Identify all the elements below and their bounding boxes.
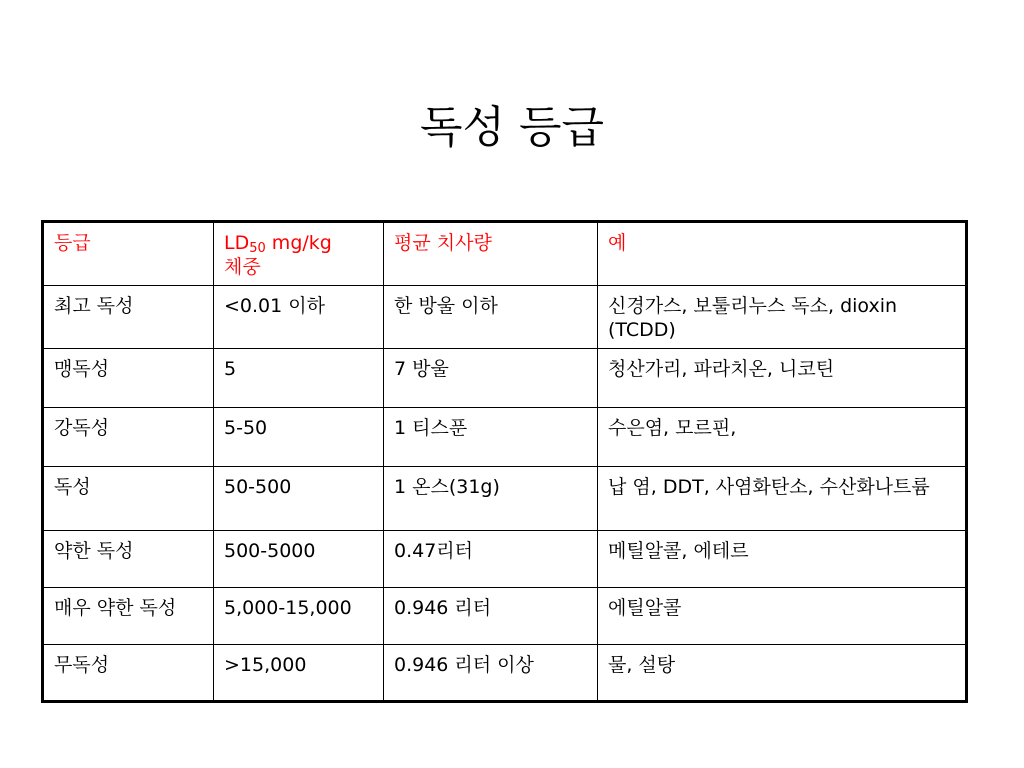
header-example: 예 [598,222,967,286]
cell-example: 수은염, 모르핀, [598,408,967,467]
cell-example: 납 염, DDT, 사염화탄소, 수산화나트륨 [598,467,967,531]
cell-grade: 매우 약한 독성 [43,588,214,645]
cell-grade: 맹독성 [43,349,214,408]
cell-grade: 약한 독성 [43,531,214,588]
cell-grade: 독성 [43,467,214,531]
cell-grade: 최고 독성 [43,286,214,349]
cell-ld50: 50-500 [214,467,384,531]
toxicity-table [41,220,968,703]
header-grade: 등급 [43,222,214,286]
cell-avg-lethal: 0.946 리터 [384,588,598,645]
cell-avg-lethal: 0.946 리터 이상 [384,645,598,702]
table-row [43,286,967,349]
table-row [43,408,967,467]
cell-example: 청산가리, 파라치온, 니코틴 [598,349,967,408]
table-header-row [43,222,967,286]
cell-example: 신경가스, 보툴리누스 독소, dioxin (TCDD) [598,286,967,349]
cell-grade: 강독성 [43,408,214,467]
cell-ld50: 500-5000 [214,531,384,588]
cell-example: 에틸알콜 [598,588,967,645]
cell-avg-lethal: 0.47리터 [384,531,598,588]
cell-grade: 무독성 [43,645,214,702]
header-ld50-subscript: 50 [249,241,266,256]
cell-ld50: 5 [214,349,384,408]
header-ld50 [214,222,384,286]
cell-avg-lethal: 1 온스(31g) [384,467,598,531]
slide-title: 독성 등급 [419,102,604,153]
table-row [43,467,967,531]
cell-ld50: <0.01 이하 [214,286,384,349]
cell-example: 메틸알콜, 에테르 [598,531,967,588]
table-row [43,588,967,645]
header-ld50-suffix: mg/kg 체중 [224,232,332,278]
table-row [43,645,967,702]
header-ld50-prefix: LD [224,232,250,254]
cell-example: 물, 설탕 [598,645,967,702]
cell-ld50: 5-50 [214,408,384,467]
cell-avg-lethal: 1 티스푼 [384,408,598,467]
cell-ld50: 5,000-15,000 [214,588,384,645]
cell-avg-lethal: 7 방울 [384,349,598,408]
header-avg-lethal: 평균 치사량 [384,222,598,286]
cell-ld50: >15,000 [214,645,384,702]
cell-avg-lethal: 한 방울 이하 [384,286,598,349]
table-row [43,349,967,408]
table-row [43,531,967,588]
